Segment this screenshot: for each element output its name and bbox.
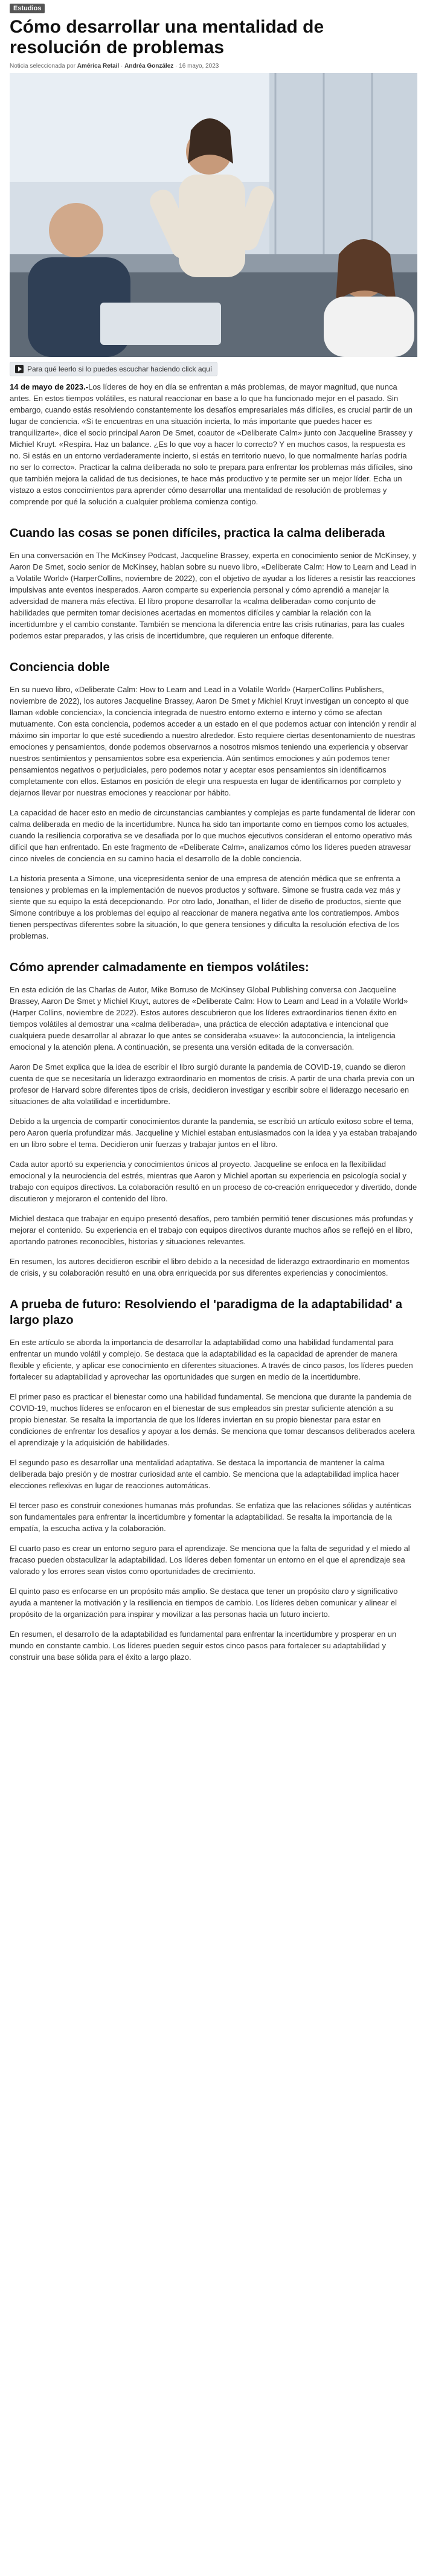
paragraph: En resumen, el desarrollo de la adaptabilidad es fundamental para enfrentar la incertidumbre y prosperar en un mundo en constante cambio. Los líderes pueden seguir estos cinco pasos para fortalecer su adaptabilidad y construir una base sólida para el éxito a largo plazo.	[10, 1630, 397, 1662]
paragraph: Cada autor aportó su experiencia y conocimientos únicos al proyecto. Jacqueline se enfoca en la flexibilidad emocional y la neurociencia del estrés, mientras que Aaron y Michiel aportan su experiencia en psicología social y trabajo con equipos directivos. La colaboración resultó en un proceso de co-creación enriquecedor y divertido, donde discutieron y mejoraron el contenido del libro.	[10, 1160, 417, 1203]
byline-prefix: Noticia seleccionada por	[10, 63, 75, 69]
audio-label: Para qué leerlo si lo puedes escuchar haciendo click aquí	[27, 365, 213, 373]
paragraph: En su nuevo libro, «Deliberate Calm: How to Learn and Lead in a Volatile World» (HarperCollins Publishers, noviembre de 2022), los autores Jacqueline Brassey, Aaron De Smet y Michiel Kruyt investigan un concepto al que llaman «doble conciencia», la conciencia integrada de nuestro entorno externo e interno y cómo se afectan mutuamente. Con esta conciencia, podemos acceder a un estado en el que podemos actuar con intención y rendir al máximo sin importar lo que esté sucediendo a nuestro alrededor. Esto requiere ciertas desentonamiento de nuestras emociones y pensamientos, donde podemos observarnos a nosotros mismos teniendo una experiencia y observar nuestros sentimientos y pensamientos sobre esa experiencia. Aún sentimos emociones y aún podemos tener pensamientos negativos o perjudiciales, pero podemos notar y aceptar esos pensamientos sin identificarnos completamente con ellos. Estamos en posición de elegir una respuesta en lugar de identificarnos por completo y dejarnos llevar por nuestras emociones y reaccionar por hábito.	[10, 685, 417, 797]
paragraph: La capacidad de hacer esto en medio de circunstancias cambiantes y complejas es parte fundamental de liderar con calma deliberada en medio de la incertidumbre. Nunca ha sido tan importante como en tiempos como los actuales, cuando la resiliencia corporativa se ve desafiada por lo que muchos ejecutivos consideran el entorno operativo más difícil que han enfrentado. En este fragmento de «Deliberate Calm», analizamos cómo los líderes pueden atravesar cinco niveles de conciencia en su camino hacia el desarrollo de la doble conciencia.	[10, 808, 416, 863]
paragraph: El tercer paso es construir conexiones humanas más profundas. Se enfatiza que las relaciones sólidas y auténticas son fundamentales para enfrentar la incertidumbre y fomentar la adaptabilidad. Se resalta la importancia de la empatía, la escucha activa y la colaboración.	[10, 1501, 411, 1533]
section-heading: Cuando las cosas se ponen difíciles, practica la calma deliberada	[10, 527, 385, 540]
category-tag[interactable]: Estudios	[10, 4, 45, 13]
paragraph: En una conversación en The McKinsey Podcast, Jacqueline Brassey, experta en conocimiento senior de McKinsey, y Aaron De Smet, socio senior de McKinsey, hablan sobre su nuevo libro, «Deliberate Calm: How to Learn and Lead in a Volatile World» (HarperCollins, noviembre de 2022), con el objetivo de ayudar a los líderes a resistir las reacciones impulsivas ante eventos inesperados. Aaron comparte su experiencia personal y cómo aprendió a manejar la adversidad de manera más efectiva. El libro propone desarrollar la «calma deliberada» como conjunto de habilidades que permiten tomar decisiones acertadas en momentos difíciles y cambiar la relación con la incertidumbre y el cambio constante. También se menciona la diferencia entre las crisis rutinarias, para las cuales podemos estar preparados, y las crisis de incertidumbre, que requieren un enfoque diferente.	[10, 551, 417, 640]
lead-paragraph	[10, 381, 417, 507]
byline-author[interactable]: Andréa González	[124, 63, 174, 69]
paragraph: Michiel destaca que trabajar en equipo presentó desafíos, pero también permitió tener discusiones más profundas y mejorar el contenido. Su experiencia en el trabajo con equipos directivos durante muchos años se reflejó en el libro, aportando patrones reconocibles, historias y situaciones relevantes.	[10, 1214, 413, 1246]
paragraph: En resumen, los autores decidieron escribir el libro debido a la necesidad de liderazgo extraordinario en momentos de crisis, y su colaboración resultó en una obra enriquecida por sus diferentes experiencias y conocimientos.	[10, 1257, 409, 1277]
byline-selector[interactable]: América Retail	[77, 63, 120, 69]
paragraph: En esta edición de las Charlas de Autor, Mike Borruso de McKinsey Global Publishing conversa con Jacqueline Brassey, Aaron De Smet y Michiel Kruyt, autores de «Deliberate Calm: How to Learn and Lead in a Volatile World» (Harper Collins, noviembre de 2022). Estos autores descubrieron que los líderes extraordinarios tienen éxito en tiempos volátiles al demostrar una «calma deliberada», una práctica de elección adaptativa e intencional que cualquiera puede desarrollar al abrazar lo que antes se consideraba «suave»: la autoconciencia, la inteligencia emocional y la atención plena. A continuación, se presenta una versión editada de la conversación.	[10, 985, 408, 1052]
paragraph: El segundo paso es desarrollar una mentalidad adaptativa. Se destaca la importancia de mantener la calma deliberada bajo presión y de mostrar curiosidad ante el cambio. Se menciona que la adaptabilidad implica hacer elecciones reflexivas en lugar de reacciones automáticas.	[10, 1458, 400, 1490]
section-heading: A prueba de futuro: Resolviendo el 'paradigma de la adaptabilidad' a largo plazo	[10, 1298, 402, 1327]
paragraph: Debido a la urgencia de compartir conocimientos durante la pandemia, se escribió un artículo exitoso sobre el tema, pero Aaron quería profundizar más. Jacqueline y Michiel estaban entusiasmados con la idea y ya estaban trabajando en un libro sobre el tema. Decidieron unir fuerzas y trabajar juntos en el libro.	[10, 1117, 417, 1149]
audio-player-button[interactable]	[10, 362, 217, 376]
paragraph: Aaron De Smet explica que la idea de escribir el libro surgió durante la pandemia de COVID-19, cuando se dieron cuenta de que se necesitaría un liderazgo extraordinario en momentos de crisis. A partir de una charla previa con un profesor de Harvard sobre diferentes tipos de crisis, decidieron investigar y escribir sobre el liderazgo necesario en situaciones de alta volatilidad e incertidumbre.	[10, 1062, 414, 1106]
lead-date: 14 de mayo de 2023.-	[10, 382, 89, 391]
byline-date: 16 mayo, 2023	[179, 63, 219, 69]
paragraph: La historia presenta a Simone, una vicepresidenta senior de una empresa de atención médica que se enfrenta a tensiones y problemas en la implementación de nuevos productos y software. Simone se frustra cada vez más y siente que su equipo la está decepcionando. Por otro lado, Jonathan, el líder de diseño de productos, siente que Simone contribuye a los problemas del equipo al reaccionar de manera negativa ante los contratiempos. Ambos tienen perspectivas diferentes sobre la situación, lo que genera tensiones y dificulta la resolución efectiva de los problemas.	[10, 874, 402, 940]
section-heading: Cómo aprender calmadamente en tiempos volátiles:	[10, 961, 309, 974]
lead-text: Los líderes de hoy en día se enfrentan a más problemas, de mayor magnitud, que nunca antes. En estos tiempos volátiles, es natural reaccionar en base a lo que ha funcionado mejor en el pasado. Sin embargo, cuando estás resolviendo constantemente los desafíos empresariales más difíciles, es crucial partir de un lugar de conciencia. «Si te encuentras en una situación incierta, lo más importante que puedes hacer es tranquilizarte», dice el socio principal Aaron De Smet, coautor de «Deliberate Calm» junto con Jacqueline Brassey y Michiel Kruyt. «Respira. Haz un balance. ¿Es lo que voy a hacer lo correcto? Y en muchos casos, la respuesta es no. Si estás en un entorno verdaderamente incierto, si estás en territorio nuevo, lo que normalmente harías podría no ser lo correcto». Practicar la calma deliberada no solo te prepara para enfrentar los problemas más difíciles, sino que también mejora la calidad de tus decisiones, te hace más productivo y te permite ser un mejor líder. Echa un vistazo a estos conocimientos para aprender cómo desarrollar una mentalidad de resolución de problemas y comprende por qué la solución a cualquier problema comienza contigo.	[10, 382, 413, 506]
article-title: Cómo desarrollar una mentalidad de resolución de problemas	[10, 17, 324, 57]
paragraph: En este artículo se aborda la importancia de desarrollar la adaptabilidad como una habilidad fundamental para enfrentar un mundo volátil y complejo. Se destaca que la adaptabilidad es la capacidad de aprender de manera flexible y eficiente, y aplicar ese conocimiento en diferentes situaciones. A través de cinco pasos, los líderes pueden fortalecer su adaptabilidad y aprovechar las oportunidades que surgen en medio de la incertidumbre.	[10, 1338, 413, 1381]
hero-image	[10, 73, 417, 357]
section-heading: Conciencia doble	[10, 661, 110, 674]
play-icon	[15, 365, 24, 373]
paragraph: El quinto paso es enfocarse en un propósito más amplio. Se destaca que tener un propósito claro y significativo ayuda a mantener la motivación y la resiliencia en tiempos de cambio. Los líderes deben comunicar y alinear el propósito de la organización para inspirar y movilizar a las personas hacia un futuro incierto.	[10, 1587, 398, 1619]
paragraph: El primer paso es practicar el bienestar como una habilidad fundamental. Se menciona que durante la pandemia de COVID-19, muchos líderes se enfocaron en el bienestar de sus empleados sin prestar suficiente atención a su propio bienestar. Se resalta la importancia de que los líderes inviertan en su propio bienestar para estar en condiciones de enfrentar los desafíos y apoyar a los demás. Se menciona que tomar descansos deliberados acelera el aprendizaje y la adquisición de habilidades.	[10, 1392, 415, 1447]
byline: Noticia seleccionada por América Retail · Andréa González · 16 mayo, 2023	[10, 63, 219, 69]
paragraph: El cuarto paso es crear un entorno seguro para el aprendizaje. Se menciona que la falta de seguridad y el miedo al fracaso pueden obstaculizar la adaptabilidad. Los líderes deben fomentar un entorno en el que el aprendizaje sea valorado y los errores sean vistos como oportunidades de crecimiento.	[10, 1544, 410, 1576]
